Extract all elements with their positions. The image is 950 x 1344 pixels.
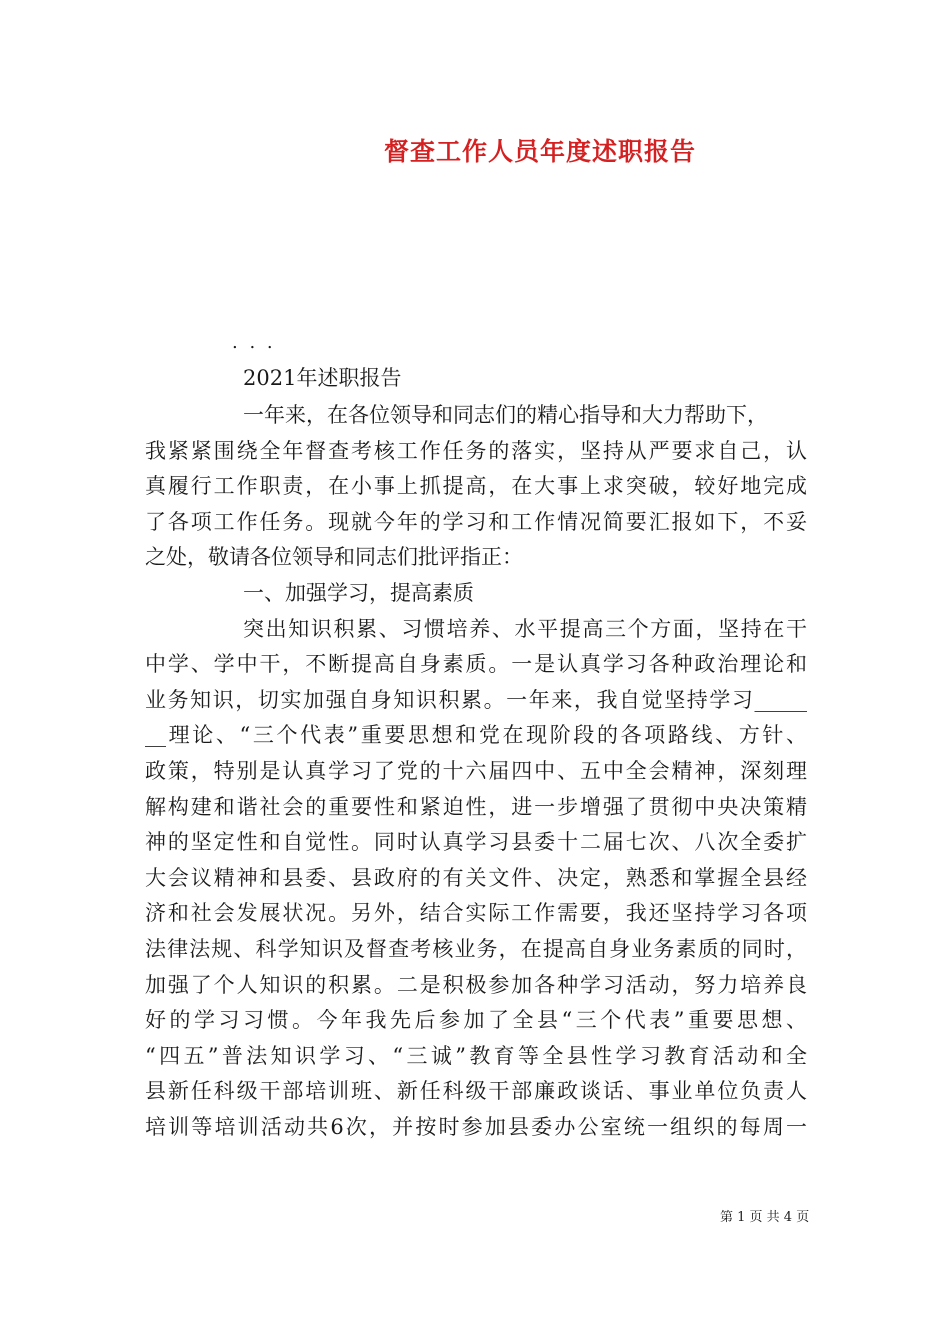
- paragraph-line: __理论、“三个代表”重要思想和党在现阶段的各项路线、方针、: [145, 723, 807, 748]
- paragraph-line: 解构建和谐社会的重要性和紧迫性，进一步增强了贯彻中央决策精: [145, 794, 807, 819]
- paragraph-line: 大会议精神和县委、县政府的有关文件、决定，熟悉和掌握全县经: [145, 865, 807, 890]
- section-heading: 一、加强学习，提高素质: [243, 580, 474, 605]
- report-subtitle: 2021年述职报告: [243, 366, 402, 390]
- paragraph-line: 了各项工作任务。现就今年的学习和工作情况简要汇报如下，不妥: [145, 509, 807, 534]
- paragraph-line: 之处，敬请各位领导和同志们批评指正：: [145, 545, 523, 570]
- paragraph-line: 政策，特别是认真学习了党的十六届四中、五中全会精神，深刻理: [145, 758, 807, 783]
- ellipsis-marker: . . .: [232, 332, 276, 353]
- paragraph-line: 中学、学中干，不断提高自身素质。一是认真学习各种政治理论和: [145, 652, 807, 677]
- paragraph-line: 好的学习习惯。今年我先后参加了全县“三个代表”重要思想、: [145, 1008, 807, 1033]
- paragraph-line: 神的坚定性和自觉性。同时认真学习县委十二届七次、八次全委扩: [145, 830, 807, 855]
- paragraph-line: 济和社会发展状况。另外，结合实际工作需要，我还坚持学习各项: [145, 901, 807, 926]
- paragraph-line: 培训等培训活动共6次，并按时参加县委办公室统一组织的每周一: [145, 1114, 807, 1139]
- paragraph-line: 突出知识积累、习惯培养、水平提高三个方面，坚持在干: [243, 616, 807, 641]
- document-title: 督查工作人员年度述职报告: [383, 137, 696, 166]
- paragraph-line: 法律法规、科学知识及督查考核业务，在提高自身业务素质的同时，: [145, 936, 807, 961]
- paragraph-line: 业务知识，切实加强自身知识积累。一年来，我自觉坚持学习_____: [145, 687, 807, 712]
- paragraph-line: 县新任科级干部培训班、新任科级干部廉政谈话、事业单位负责人: [145, 1079, 807, 1104]
- body-text: [145, 398, 807, 1145]
- paragraph-line: 一年来，在各位领导和同志们的精心指导和大力帮助下，: [243, 403, 768, 427]
- page-footer: 第 1 页 共 4 页: [720, 1210, 810, 1225]
- paragraph-line: “四五”普法知识学习、“三诚”教育等全县性学习教育活动和全: [145, 1043, 807, 1068]
- paragraph-line: 加强了个人知识的积累。二是积极参加各种学习活动，努力培养良: [145, 972, 807, 997]
- paragraph-line: 真履行工作职责，在小事上抓提高，在大事上求突破，较好地完成: [145, 474, 807, 499]
- paragraph-line: 我紧紧围绕全年督查考核工作任务的落实，坚持从严要求自己，认: [145, 438, 807, 463]
